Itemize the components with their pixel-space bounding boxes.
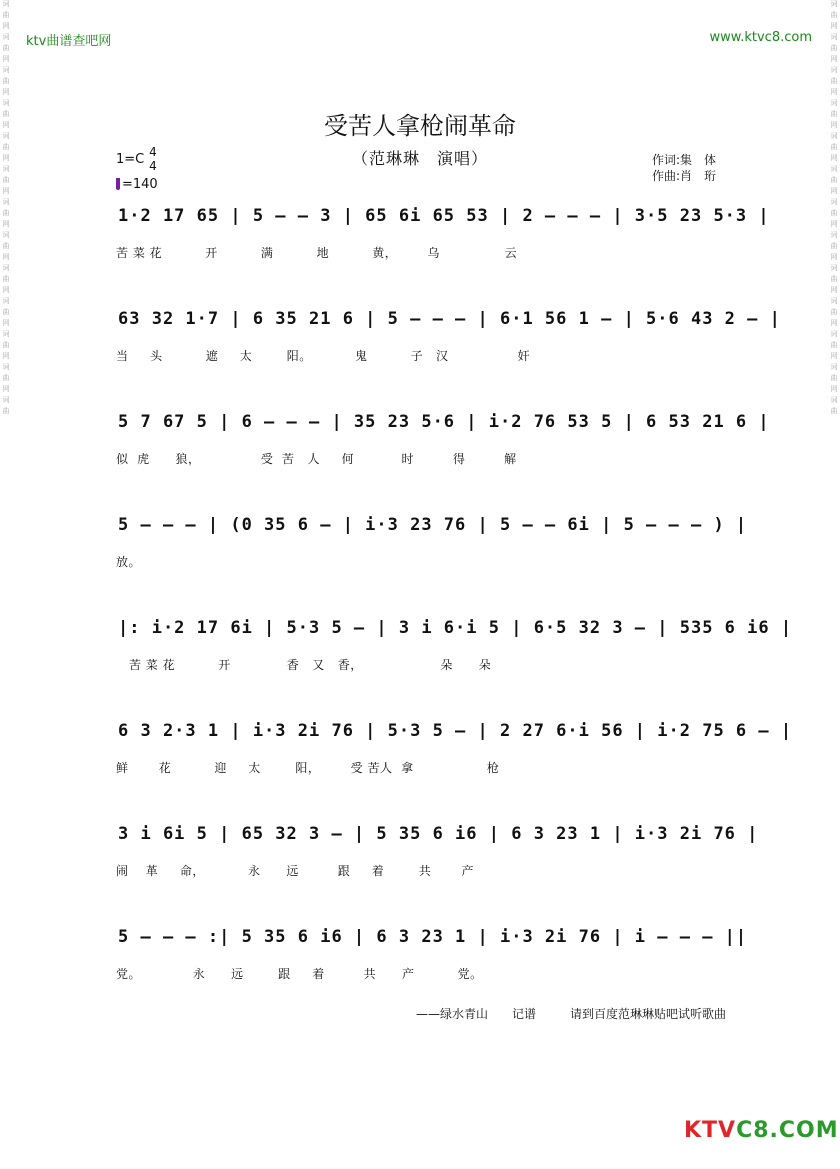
watermark-char: 曲 [830,110,838,118]
watermark-char: 网 [2,286,10,294]
watermark-char: 词 [830,132,838,140]
tempo-value: =140 [122,177,158,192]
lyrics-line: 苦 菜 花 开 香 又 香， 朵 朵 [116,658,492,672]
watermark-char: 词 [2,330,10,338]
watermark-char: 曲 [2,143,10,151]
site-url-header: www.ktvc8.com [709,30,812,45]
watermark-char: 曲 [2,374,10,382]
watermark-char: 网 [2,88,10,96]
watermark-char: 曲 [2,407,10,415]
notation-line: 5 — — — :| 5 35 6 i6 | 6 3 23 1 | i·3 2i 76 | i — — — || [118,927,748,947]
side-watermark-right [830,0,838,1169]
watermark-char: 曲 [830,242,838,250]
watermark-char: 网 [2,220,10,228]
watermark-char: 词 [830,99,838,107]
watermark-char: 曲 [830,374,838,382]
lyrics-line: 党。 永 远 跟 着 共 产 党。 [116,967,483,981]
lyrics-line: 闹 革 命， 永 远 跟 着 共 产 [116,864,474,878]
notation-line: 1·2 17 65 | 5 — — 3 | 65 6i 65 53 | 2 — — — | 3·5 23 5·3 | [118,206,770,226]
watermark-char: 词 [2,231,10,239]
site-name-header: ktv曲谱查吧网 [26,34,112,49]
watermark-char: 曲 [2,110,10,118]
watermark-char: 网 [830,220,838,228]
watermark-char: 网 [830,385,838,393]
watermark-char: 网 [2,154,10,162]
watermark-char: 网 [830,88,838,96]
watermark-char: 曲 [830,143,838,151]
watermark-char: 词 [830,363,838,371]
composer-credit: 作曲:肖 珩 [652,169,717,183]
watermark-char: 曲 [2,308,10,316]
watermark-char: 曲 [830,341,838,349]
key-signature: 1=C [116,152,145,167]
watermark-char: 曲 [830,308,838,316]
watermark-char: 词 [830,198,838,206]
watermark-char: 词 [830,0,838,8]
notation-line: 63 32 1·7 | 6 35 21 6 | 5 — — — | 6·1 56 1 — | 5·6 43 2 — | [118,309,781,329]
credits-block [652,152,716,184]
time-sig-top: 4 [149,145,157,159]
lyrics-line: 苦 菜 花 开 满 地 黄， 乌 云 [116,246,518,260]
watermark-char: 词 [830,33,838,41]
watermark-char: 词 [2,165,10,173]
lyrics-line: 鲜 花 迎 太 阳， 受 苦人 拿 枪 [116,761,500,775]
watermark-char: 曲 [2,209,10,217]
watermark-char: 词 [2,66,10,74]
watermark-char: 网 [830,22,838,30]
watermark-char: 网 [2,187,10,195]
watermark-char: 曲 [830,11,838,19]
tempo-marking [116,177,158,192]
watermark-char: 词 [830,165,838,173]
watermark-char: 词 [830,330,838,338]
logo-c8: C8.COM [736,1118,839,1143]
watermark-char: 曲 [830,407,838,415]
ktvc8-logo [684,1118,839,1143]
watermark-char: 词 [2,264,10,272]
watermark-char: 曲 [830,176,838,184]
singer-credit: （范琳琳 演唱） [351,149,488,168]
watermark-char: 网 [2,121,10,129]
watermark-char: 词 [2,363,10,371]
watermark-char: 词 [2,198,10,206]
watermark-char: 曲 [2,11,10,19]
watermark-char: 曲 [830,44,838,52]
watermark-char: 网 [830,352,838,360]
watermark-char: 曲 [830,209,838,217]
transcriber-credit: ——绿水青山 记谱 [416,1007,537,1021]
watermark-char: 词 [830,231,838,239]
watermark-char: 网 [2,319,10,327]
quarter-note-icon [116,178,120,190]
watermark-char: 曲 [2,44,10,52]
watermark-char: 词 [2,99,10,107]
lyrics-line: 似 虎 狼， 受 苦 人 何 时 得 解 [116,452,517,466]
watermark-char: 网 [2,22,10,30]
notation-line: 3 i 6i 5 | 65 32 3 — | 5 35 6 i6 | 6 3 23 1 | i·3 2i 76 | [118,824,759,844]
watermark-char: 网 [2,253,10,261]
time-sig-bottom: 4 [149,159,157,173]
logo-ktv: KTV [684,1118,737,1143]
watermark-char: 词 [830,297,838,305]
watermark-char: 词 [2,132,10,140]
notation-line: 5 7 67 5 | 6 — — — | 35 23 5·6 | i·2 76 53 5 | 6 53 21 6 | [118,412,770,432]
watermark-char: 词 [2,297,10,305]
watermark-char: 网 [830,121,838,129]
watermark-char: 网 [830,253,838,261]
watermark-char: 词 [2,396,10,404]
time-signature [146,145,160,173]
watermark-char: 网 [830,55,838,63]
watermark-char: 网 [2,55,10,63]
watermark-char: 网 [830,154,838,162]
notation-line: 5 — — — | (0 35 6 — | i·3 23 76 | 5 — — 6i | 5 — — — ) | [118,515,748,535]
watermark-char: 曲 [2,176,10,184]
watermark-char: 词 [830,396,838,404]
side-watermark-left [2,0,10,1169]
watermark-char: 曲 [830,77,838,85]
notation-line: 6 3 2·3 1 | i·3 2i 76 | 5·3 5 — | 2 27 6·i 56 | i·2 75 6 — | [118,721,793,741]
watermark-char: 网 [2,385,10,393]
notation-line: |: i·2 17 6i | 5·3 5 — | 3 i 6·i 5 | 6·5 32 3 — | 535 6 i6 | [118,618,793,638]
watermark-char: 词 [830,264,838,272]
lyrics-line: 放。 [116,555,142,569]
watermark-char: 词 [2,0,10,8]
watermark-char: 词 [830,66,838,74]
listen-note: 请到百度范琳琳贴吧试听歌曲 [570,1007,727,1021]
watermark-char: 网 [830,187,838,195]
watermark-char: 曲 [830,275,838,283]
lyricist-credit: 作词:集 体 [652,153,717,167]
watermark-char: 曲 [2,77,10,85]
watermark-char: 曲 [2,275,10,283]
watermark-char: 网 [830,286,838,294]
lyrics-line: 当 头 遮 太 阳。 鬼 子 汉 奸 [116,349,531,363]
watermark-char: 曲 [2,242,10,250]
watermark-char: 词 [2,33,10,41]
watermark-char: 网 [830,319,838,327]
watermark-char: 曲 [2,341,10,349]
watermark-char: 网 [2,352,10,360]
song-title: 受苦人拿枪闹革命 [324,112,516,140]
